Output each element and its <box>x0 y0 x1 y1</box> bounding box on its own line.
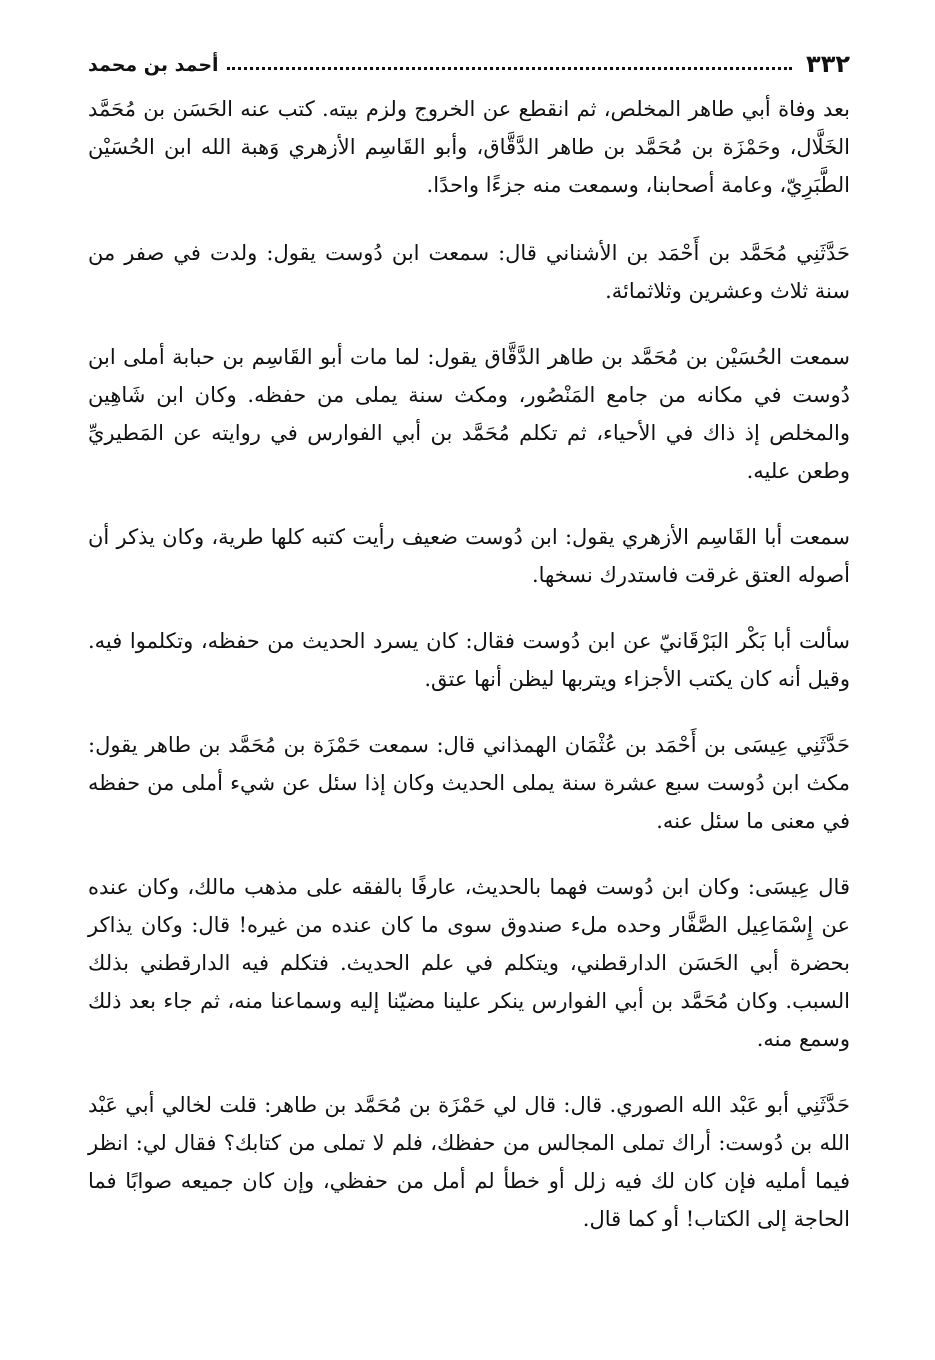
dotted-leader <box>227 66 792 70</box>
paragraph-azhari-opinion: سمعت أبا القَاسِم الأزهري يقول: ابن دُوست ضعيف رأيت كتبه كلها طرية، وكان يذكر أن أصوله العتق غرقت فاستدرك نسخها. <box>88 525 850 587</box>
page-body <box>88 90 850 1238</box>
paragraph-dictation: سمعت الحُسَيْن بن مُحَمَّد بن طاهر الدَّقَّاق يقول: لما مات أبو القَاسِم بن حبابة أملى ابن دُوست في مكانه من جامع المَنْصُور، ومكث سنة يملى من حفظه. وكان ابن شَاهِين والمخلص إذ ذاك في الأحياء، ثم تكلم مُحَمَّد بن أبي الفوارس في روايته عن المَطيريِّ وطعن عليه. <box>88 345 850 483</box>
book-page <box>88 38 850 1266</box>
paragraph-hamadhani-report: حَدَّثَنِي عِيسَى بن أَحْمَد بن عُثْمَان الهمذاني قال: سمعت حَمْزَة بن مُحَمَّد بن طاهر يقول: مكث ابن دُوست سبع عشرة سنة يملى الحديث وكان إذا سئل عن شيء أملى من حفظه في معنى ما سئل عنه. <box>88 733 850 833</box>
paragraph-isa-report: قال عِيسَى: وكان ابن دُوست فهما بالحديث، عارفًا بالفقه على مذهب مالك، وكان عنده عن إِسْمَاعِيل الصَّفَّار وحده ملء صندوق سوى ما كان عنده من غيره! قال: وكان يذاكر بحضرة أبي الحَسَن الدارقطني، ويتكلم في علم الحديث. فتكلم فيه الدارقطني بذلك السبب. وكان مُحَمَّد بن أبي الفوارس ينكر علينا مضيّنا إليه وسماعنا منه، ثم جاء بعد ذلك وسمع منه. <box>88 875 850 1051</box>
page-number: ٣٣٢ <box>806 50 850 78</box>
page-header <box>88 38 850 78</box>
paragraph-suri-report: حَدَّثَنِي أبو عَبْد الله الصوري. قال: قال لي حَمْزَة بن مُحَمَّد بن طاهر: قلت لخالي أبي عَبْد الله بن دُوست: أراك تملى المجالس من حفظك، فلم لا تملى من كتابك؟ فقال لي: انظر فيما أمليه فإن كان لك فيه زلل أو خطأ لم أمل من حفظي، وإن كان جميعه صوابًا فما الحاجة إلى الكتاب! أو كما قال. <box>88 1093 850 1231</box>
paragraph-continuation: بعد وفاة أبي طاهر المخلص، ثم انقطع عن الخروج ولزم بيته. كتب عنه الحَسَن بن مُحَمَّد الخَلَّال، وحَمْزَة بن مُحَمَّد بن طاهر الدَّقَّاق، وأبو القَاسِم الأزهري وَهبة الله ابن الحُسَيْن الطَّبَرِيّ، وعامة أصحابنا، وسمعت منه جزءًا واحدًا. <box>88 97 850 197</box>
paragraph-birth-date: حَدَّثَنِي مُحَمَّد بن أَحْمَد بن الأشناني قال: سمعت ابن دُوست يقول: ولدت في صفر من سنة ثلاث وعشرين وثلاثمائة. <box>88 241 850 303</box>
running-title: أحمد بن محمد <box>88 54 219 76</box>
paragraph-barqani-opinion: سألت أبا بَكْر البَرْقَانيّ عن ابن دُوست فقال: كان يسرد الحديث من حفظه، وتكلموا فيه. وقيل أنه كان يكتب الأجزاء ويتربها ليظن أنها عتق. <box>88 629 850 691</box>
